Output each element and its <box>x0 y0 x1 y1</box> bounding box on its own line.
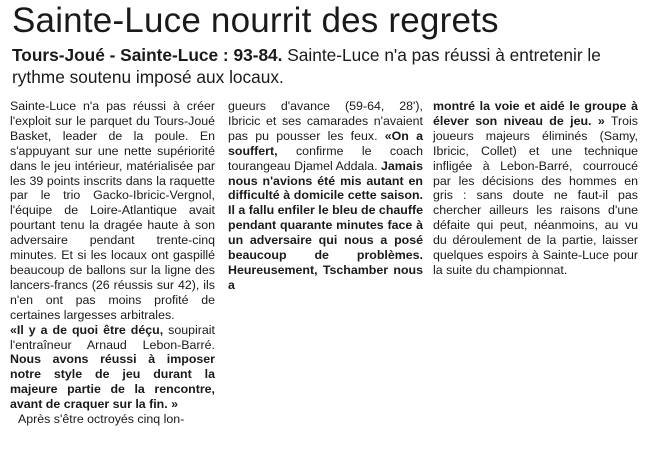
column-2 <box>228 99 423 293</box>
paragraph <box>433 99 638 278</box>
quote-attribution: soupirait l'entraîneur Arnaud Lebon-Barré. <box>10 322 215 352</box>
column-3 <box>433 99 638 278</box>
paragraph: Après s'être octroyés cinq lon- <box>18 412 185 427</box>
quote-bold: «Il y a de quoi être déçu, <box>10 322 164 337</box>
paragraph: Sainte-Luce n'a pas réussi à créer l'exploit sur le parquet du Tours-Joué Basket, leader de la poule. En s'appuyant sur une nette supériorité dans le jeu intérieur, matérialisée par les 39 points inscrits dans la raquette par le trio Gacko-Ibricic-Vergnol, l'équipe de Loire-Atlantique avait pourtant tenu la dragée haute à son adversaire pendant trente-cinq minutes. Et si les locaux ont gaspillé beaucoup de ballons sur la ligne des lancers-francs (26 réussis sur 42), ils n'en ont pas moins profité de certaines largesses arbitrales. <box>10 99 215 322</box>
quote-bold: Nous avons réussi à imposer notre style de jeu durant la majeure partie de la rencontre, avant de craquer sur la fin. » <box>10 352 215 412</box>
quote-bold: Jamais nous n'avions été mis autant en difficulté à domicile cette saison. Il a fallu enfiler le bleu de chauffe pendant quarante minutes face à un adversaire qui nous a posé beaucoup de problèmes. Heureusement, Tschamber nous a <box>228 158 423 292</box>
quote-attribution: confirme le coach tourangeau Djamel Addala. <box>228 143 423 173</box>
headline: Sainte-Luce nourrit des regrets <box>12 1 499 40</box>
lede-text: Sainte-Luce n'a pas réussi à entretenir le rythme soutenu imposé aux locaux. <box>12 45 601 87</box>
text: Trois joueurs majeurs éliminés (Samy, Ibricic, Collet) et une technique infligée à Lebon-Barré, courroucé par les décisions des hommes en gris : sans doute ne faut-il pas chercher ailleurs les raisons d'une défaite qui peut, néanmoins, au vu du déroulement de la partie, laisser quelques espoirs à Sainte-Luce pour la suite du championnat. <box>433 113 638 277</box>
text: gueurs d'avance (59-64, 28'), Ibricic et ses camarades n'avaient pas pu pousser les feux. <box>228 99 423 143</box>
column-1 <box>10 99 215 427</box>
quote-bold: «On a souffert, <box>228 128 423 158</box>
quote-bold: montré la voie et aidé le groupe à élever son niveau de jeu. » <box>433 99 638 128</box>
quote-paragraph <box>10 323 215 412</box>
paragraph <box>228 99 423 293</box>
lede-score: Tours-Joué - Sainte-Luce : 93-84. <box>12 45 283 65</box>
lede <box>12 44 637 88</box>
